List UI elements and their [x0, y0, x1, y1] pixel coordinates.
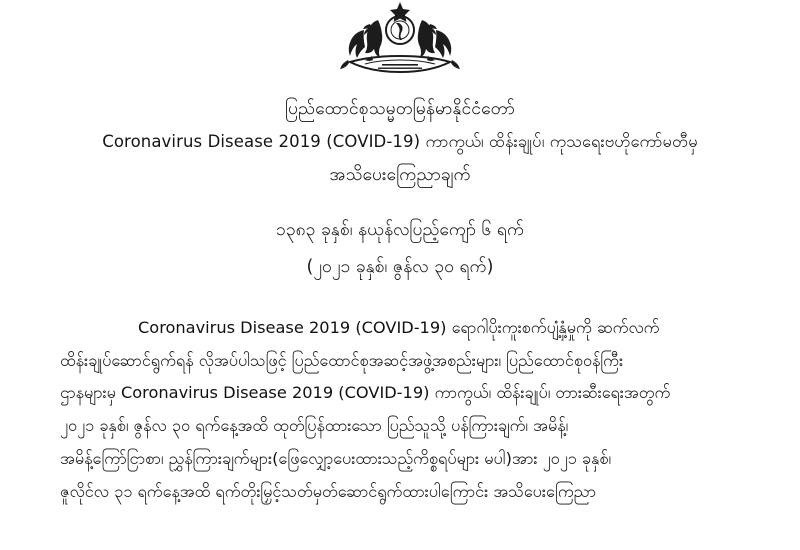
header-line-country: ပြည်ထောင်စုသမ္မတမြန်မာနိုင်ငံတော်	[285, 99, 515, 119]
state-seal-container	[60, 0, 740, 78]
document-header	[60, 92, 740, 192]
body-line-3: ဌာနများမှ Coronavirus Disease 2019 (COVID-19) ကာကွယ်၊ ထိန်းချုပ်၊ တားဆီးရေးအတွက်	[60, 383, 671, 403]
document-body	[60, 312, 740, 508]
dateline-burmese: ၁၃၈၃ ခုနှစ်၊ နယုန်လပြည့်ကျော် ၆ ရက်	[275, 220, 525, 241]
body-line-6: ဇူလိုင်လ ၃၁ ရက်နေ့အထိ ရက်တိုးမြှင့်သတ်မှတ်ဆောင်ရွက်ထားပါကြောင်း အသိပေးကြေညာ	[60, 481, 596, 501]
myanmar-state-seal-icon	[320, 0, 480, 76]
header-line-title: အသိပေးကြေညာချက်	[329, 165, 471, 186]
body-line-4: ၂၀၂၁ ခုနှစ်၊ ဇွန်လ ၃၀ ရက်နေ့အထိ ထုတ်ပြန်ထားသော ပြည်သူသို့ ပန်ကြားချက်၊ အမိန့်၊	[60, 416, 569, 436]
body-line-1: Coronavirus Disease 2019 (COVID-19) ရောဂါပိုးကူးစက်ပျံ့နှံ့မှုကို ဆက်လက်	[138, 317, 660, 337]
body-line-2: ထိန်းချုပ်ဆောင်ရွက်ရန် လိုအပ်ပါသဖြင့် ပြည်ထောင်စုအဆင့်အဖွဲ့အစည်းများ၊ ပြည်ထောင်စုဝန်ကြီး	[60, 350, 624, 370]
document-dateline	[60, 212, 740, 286]
dateline-gregorian: (၂၀၂၁ ခုနှစ်၊ ဇွန်လ ၃၀ ရက်)	[306, 257, 494, 278]
header-line-committee: Coronavirus Disease 2019 (COVID-19) ကာကွယ်၊ ထိန်းချုပ်၊ ကုသရေးဗဟိုကော်မတီမှ	[102, 132, 698, 152]
body-line-5: အမိန့်ကြော်ငြာစာ၊ ညွှန်ကြားချက်များ(ဖြေလျှော့ပေးထားသည့်ကိစ္စရပ်များ မပါ)အား ၂၀၂၁ ခုနှစ်၊	[60, 448, 612, 468]
